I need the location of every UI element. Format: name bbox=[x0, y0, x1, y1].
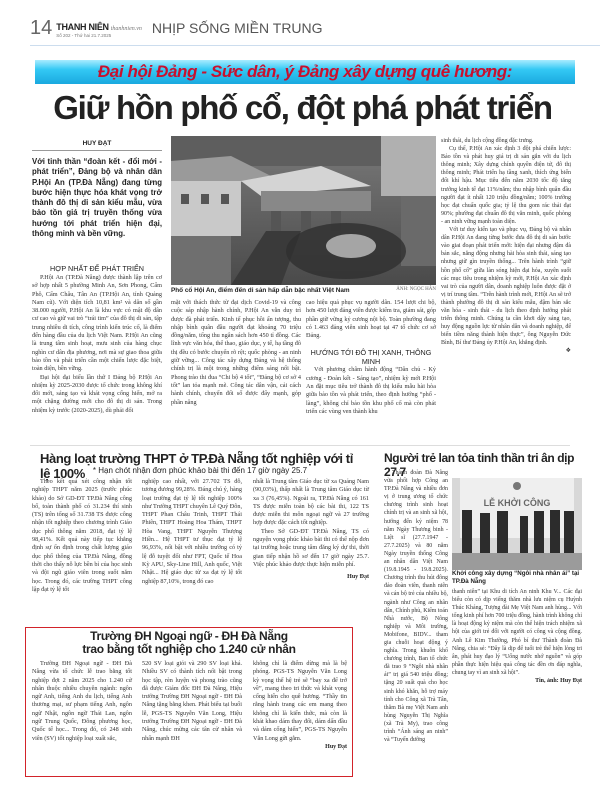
photo-credit: ẢNH: NGỌC HÂN bbox=[396, 287, 436, 292]
paragraph: Đại hội đại biểu lần thứ I Đảng bộ P.Hội An nhiệm kỳ 2025-2030 được tổ chức trong không khí đổi mới, sáng tạo và khát vọng cống hiến, mở ra một chặng đường mới cho đô thị di sản. Trong nhiệm kỳ trước (2020-2025), dù phải đối bbox=[32, 373, 162, 414]
subhead-text: HỢP NHẤT ĐỂ PHÁT TRIỂN bbox=[50, 264, 144, 273]
paragraph: cao hiệu quả phục vụ người dân. 154 lượt chi bộ, hơn 450 lượt đảng viên được kiểm tra, giám sát, góp phần giữ vững kỷ cương nội bộ. Toàn phường đang có 1.463 đảng viên sinh hoạt tại 47 tổ chức cơ sở Đảng. bbox=[306, 299, 436, 340]
article2-headline: Hàng loạt trường THPT ở TP.Đà Nẵng tốt nghiệp với tỉ lệ 100% bbox=[40, 451, 353, 481]
kicker-text: Đại hội Đảng - Sức dân, ý Đảng xây dựng quê hương: bbox=[97, 62, 513, 81]
article2-col-3 bbox=[253, 478, 369, 582]
hoi-an-photo bbox=[171, 136, 436, 285]
photo-banner-text: LỄ KHỞI CÔNG bbox=[483, 498, 551, 508]
paragraph: Cụ thể, P.Hội An xác định 3 đột phá chiến lược: Bảo tồn và phát huy giá trị di sản gắn với du lịch thông minh; Xây dựng chính quyền điện tử, đô thị thông minh; Phát triển hạ tầng xanh, thích ứng biến đổi khí hậu. Mục tiêu đến năm 2030 tốc độ tăng trưởng kinh tế đạt 11%/năm; thu nhập bình quân đầu người đạt ít nhất 120 triệu đồng/năm; 100% trường học đạt chuẩn quốc gia; tỷ lệ thu gom rác thải đạt 90%; phường đạt chuẩn đô thị văn minh, quốc phòng - an ninh vững mạnh toàn diện. bbox=[441, 146, 571, 225]
paragraph: nhất là Trung tâm Giáo dục từ xa Quảng Nam (90,03%), thấp nhất là Trung tâm Giáo dục từ xa 3 (76,45%). Ngoài ra, TP.Đà Nẵng có 161 TS được miễn toàn bộ các bài thi, 122 TS được miễn thi môn ngoại ngữ và 27 trường hợp được đặc cách tốt nghiệp. bbox=[253, 478, 369, 527]
photo-caption-2: Khởi công xây dựng “Ngôi nhà nhân ái” tại TP.Đà Nẵng bbox=[452, 570, 580, 585]
article4-col-2 bbox=[452, 588, 582, 685]
photo-caption-row bbox=[171, 287, 436, 294]
newspaper-logo: THANH NIÊN bbox=[56, 21, 109, 32]
site-url: thanhnien.vn bbox=[110, 25, 142, 32]
paragraph: sinh thái, du lịch cộng đồng đặc trưng. bbox=[441, 138, 534, 144]
main-col-4 bbox=[441, 137, 571, 356]
article4-signature: Tin, ảnh: Huy Đạt bbox=[535, 678, 582, 685]
main-col-2 bbox=[171, 299, 301, 407]
paragraph: Thành đoàn Đà Nẵng vừa phối hợp Công an TP.Đà Nẵng và nhiều đơn vị ở trung ương tổ chức chương trình sinh hoạt chính trị và an sinh xã hội, hướng đến kỷ niệm 78 năm Ngày Thương binh - Liệt sĩ (27.7.1947 - 27.7.2025) và 80 năm Ngày truyền thống Công an nhân dân Việt Nam (19.8.1945 - 19.8.2025). Chương trình thu hút đông đảo đoàn viên, thanh niên và cán bộ trẻ của nhiều bộ, ngành như Công an nhân dân, Chính phủ, Kiểm toán Nhà nước, Bộ Nông nghiệp và Môi trường, Mobifone, BIDV... tham gia chuỗi hoạt động ý nghĩa. Trong khuôn khổ chương trình, Ban tổ chức đã trao 9 “Ngôi nhà nhân ái” trị giá 540 triệu đồng; tặng 20 suất quà cho học sinh khó khăn, hỗ trợ máy tính cho Công xã Trà Tân, thăm Bà mẹ Việt Nam anh hùng Nguyễn Thị Nghĩa (xã Trà My), trao công trình “Ánh sáng an ninh” và “Tuyến đường bbox=[384, 470, 448, 744]
issue-info: Số 202 - Thứ hai 21.7.2025 bbox=[56, 32, 112, 38]
article3-col-3 bbox=[253, 660, 347, 751]
paragraph: 520 SV loại giỏi và 290 SV loại khá. Nhiều SV có thành tích nổi bật trong học tập, rèn luyện và phong trào cũng đã được Giám đốc ĐH Đà Nẵng, Hiệu trưởng Trường ĐH Ngoại ngữ - ĐH Đà Nẵng tặng bằng khen. Phát biểu tại buổi lễ, PGS-TS Nguyễn Văn Long, Hiệu trưởng Trường ĐH Ngoại ngữ - ĐH Đà Nẵng, chúc mừng các tân cử nhân và nhấn mạnh ĐH bbox=[142, 660, 242, 742]
subhead-2: HƯỚNG TỚI ĐÔ THỊ XANH, THÔNG MINH bbox=[310, 348, 432, 367]
logo-block bbox=[56, 18, 142, 39]
main-col-1 bbox=[32, 274, 162, 415]
article2-col-1 bbox=[32, 478, 132, 594]
paragraph: mặt với thách thức từ đại dịch Covid-19 và công cuộc sáp nhập hành chính, P.Hội An vẫn duy trì được đà phát triển. Kinh tế phục hồi ấn tượng, thu nhập bình quân đầu người đạt khoảng 70 triệu đồng/năm, tổng thu ngân sách hơn 450 tỉ đồng. Các lĩnh vực văn hóa, thể thao, giáo dục, y tế, hạ tầng đô thị đều có bước chuyển rõ rệt; quốc phòng - an ninh giữ vững... Công tác xây dựng Đảng và hệ thống chính trị là một trong những điểm sáng nổi bật. Phong trào thi đua “Chi bộ 4 tốt”, “Đảng bộ cơ sở 4 tốt” lan tỏa mạnh mẽ. Công tác dân vận, cải cách hành chính, chuyển đổi số được đẩy mạnh, góp phần nâng bbox=[171, 299, 301, 406]
article2-signature: Huy Đạt bbox=[347, 574, 369, 581]
section-divider bbox=[30, 445, 570, 446]
paragraph: Với phương châm hành động “Dân chủ - Kỷ cương - Đoàn kết - Sáng tạo”, nhiệm kỳ mới P.Hội An đặt mục tiêu trở thành đô thị kiểu mẫu hài hòa giữa bảo tồn và phát triển, theo định hướng “phố - làng”, không chỉ bảo tồn khu phố cổ mà còn phát triển các vùng ven thành khu bbox=[306, 366, 436, 415]
section-title: NHỊP SỐNG MIỀN TRUNG bbox=[151, 20, 323, 36]
end-mark: ❖ bbox=[565, 348, 571, 355]
main-headline: Giữ hồn phố cổ, đột phá phát triển bbox=[53, 89, 552, 126]
headline-line-1: Trường ĐH Ngoại ngữ - ĐH Đà Nẵng bbox=[90, 629, 288, 643]
kicker-banner bbox=[35, 60, 575, 84]
masthead bbox=[30, 18, 323, 38]
paragraph: Theo kết quả xét công nhận tốt nghiệp THPT năm 2025 (trước phúc khảo) do Sở GD-ĐT TP.Đà Nẵng công bố, toàn thành phố có 31.234 thí sinh (TS) trên tổng số 31.738 TS được công nhận tốt nghiệp theo chương trình Giáo dục phổ thông năm 2018, đạt tỷ lệ 98,41%. Kết quả này tiếp tục khẳng định sự ổn định trong chất lượng giáo dục phổ thông của TP.Đà Nẵng, đồng thời cho thấy nỗ lực bền bỉ của học sinh và đội ngũ giáo viên trong suốt năm học. Trong đó, các trường THPT công lập đạt tỷ lệ tốt bbox=[32, 478, 132, 593]
article2-subtitle: * Hạn chót nhận đơn phúc khảo bài thi đến 17 giờ ngày 25.7 bbox=[92, 466, 308, 475]
paragraph: P.Hội An (TP.Đà Nẵng) được thành lập trên cơ sở hợp nhất 5 phường Minh An, Sơn Phong, Cẩm Phô, Cẩm Châu, Tân An (TP.Hội An, tỉnh Quảng Nam cũ). Với diện tích 10,81 km² và dân số gần 38.000 người, P.Hội An là khu vực có mật độ dân cư cao và giữ vai trò “trái tim” của đô thị di sản, tập trung nhiều di tích, công trình kiến trúc cổ, là điểm đến hàng đầu của du lịch Việt Nam. P.Hội An cũng là trung tâm sinh hoạt, mưu sinh của hàng chục nghìn cư dân địa phương, nơi mà sự giao thoa giữa bảo tồn và phát triển cần một chiến lược đặc biệt, toàn diện, bền vững. bbox=[32, 274, 162, 373]
photo-caption: Phố cổ Hội An, điểm đến di sản hấp dẫn bậc nhất Việt Nam bbox=[171, 287, 350, 294]
article2-col-2 bbox=[142, 478, 242, 586]
main-col-3 bbox=[306, 299, 436, 416]
headline-line-2: trao bằng tốt nghiệp cho 1.240 cử nhân bbox=[82, 642, 296, 656]
article4-headline: Người trẻ lan tỏa tinh thần tri ân dịp 27.7 bbox=[384, 451, 575, 479]
photo-groundbreaking bbox=[452, 478, 582, 570]
article3-headline bbox=[28, 630, 350, 656]
article4-col-1 bbox=[384, 469, 448, 744]
sapo: Với tinh thần “đoàn kết - đổi mới - phát triển”, Đảng bộ và nhân dân P.Hội An (TP.Đà Nẵng) đang từng bước hiện thực hóa khát vọng trở thành đô thị di sản kiểu mẫu, vừa bảo tồn giá trị truyền thống vừa hướng tới phát triển hiện đại, thông minh và bền vững. bbox=[32, 157, 162, 239]
paragraph: không chỉ là điểm dừng mà là bệ phóng. PGS-TS Nguyễn Văn Long kỳ vọng thế hệ trẻ sẽ “bay xa để trở về”, mang theo tri thức và khát vọng cống hiến cho quê hương. “Thầy tin rằng hành trang các em mang theo không chỉ là kiến thức, mà còn là khát khao dám thay đổi, dám dấn đầu và dám cống hiến”, PGS-TS Nguyễn Văn Long gửi gắm. bbox=[253, 660, 347, 742]
article3-signature: Huy Đạt bbox=[325, 743, 347, 750]
photo-hoi-an-bridge bbox=[171, 136, 436, 285]
paragraph: thanh niên” tại Khu di tích An ninh Khu V... Các đại biểu còn có dịp viếng thăm nhà lưu niệm cụ Huỳnh Thúc Kháng, Tượng đài Mẹ Việt Nam anh hùng... Với tổng kinh phí hơn 700 triệu đồng, hành trình không chỉ là hoạt động kỷ niệm mà còn thể hiện trách nhiệm xã hội của giới trẻ đối với người có công và cộng đồng. Anh Lê Kim Thường, Phó bí thư Thành đoàn Đà Nẵng, chia sẻ: “Đây là dịp để tuổi trẻ thể hiện lòng tri ân, phát huy đạo lý “Uống nước nhớ nguồn” và góp phần thực hiện hiệu quả công tác đền ơn đáp nghĩa, chung tay vì an sinh xã hội”. bbox=[452, 589, 582, 676]
byline: HUY ĐẠT bbox=[82, 140, 112, 147]
header-rule bbox=[30, 45, 600, 46]
page-number: 14 bbox=[30, 17, 53, 39]
groundbreaking-photo bbox=[452, 478, 582, 570]
paragraph: Theo Sở GD-ĐT TP.Đà Nẵng, TS có nguyện vọng phúc khảo bài thi có thể nộp đơn tại trường hoặc trung tâm đăng ký dự thi, thời gian tiếp nhận hồ sơ đến 17 giờ ngày 25.7. Việc phúc khảo được thực hiện miễn phí. bbox=[253, 527, 369, 568]
paragraph: Với tư duy kiến tạo và phục vụ, Đảng bộ và nhân dân P.Hội An đang từng bước đưa đô thị di sản bước vào giai đoạn phát triển mới: hiện đại nhưng đậm đà bản sắc, năng động nhưng hài hòa sinh thái, sáng tạo nhưng giữ gìn truyền thống... Trên hành trình “giữ hồn phố cổ” giữa làn sóng hiện đại hóa, xuyên suốt các mục tiêu trong nhiệm kỳ mới, P.Hội An xác định vai trò của người dân, doanh nghiệp luôn được đặt ở vị trí trung tâm. “Trên hành trình mới, P.Hội An sẽ trở thành phường đô thị di sản kiểu mẫu, đậm bản sắc văn hóa - sinh thái - du lịch theo định hướng phát triển thông minh. Chúng ta cần khơi dậy sáng tạo, huy động nguồn lực từ nhân dân và doanh nghiệp, để biến tiềm năng thành hiện thực”, ông Nguyễn Đức Bình, Bí thư Đảng ủy P.Hội An, khẳng định. bbox=[441, 227, 571, 347]
article3-col-2 bbox=[142, 660, 242, 743]
byline-divider bbox=[32, 150, 162, 151]
subhead-1 bbox=[32, 264, 162, 273]
paragraph: Trường ĐH Ngoại ngữ - ĐH Đà Nẵng vừa tổ chức lễ trao bằng tốt nghiệp đợt 2 năm 2025 cho 1.240 cử nhân thuộc nhiều chuyên ngành: ngôn ngữ Anh, tiếng Anh du lịch, tiếng Anh thương mại, sư phạm tiếng Anh, ngôn ngữ Nhật, ngôn ngữ Thái Lan, ngôn ngữ Trung Quốc, Đông phương học, Quốc tế học... Trong đó, có 248 sinh viên (SV) tốt nghiệp loại xuất sắc, bbox=[32, 660, 132, 742]
paragraph: nghiệp cao nhất, với 27.702 TS đỗ, tương đương 99,28%. Đáng chú ý, hàng loạt trường đạt tỷ lệ tốt nghiệp 100% như Trường THPT chuyên Lê Quý Đôn, THPT Phan Châu Trinh, THPT Thái Phiên, THPT Hoàng Hoa Thám, THPT Hòa Vang, THPT Nguyễn Thượng Hiền... Hệ THPT tư thục đạt tỷ lệ 96,93%, nổi bật với nhiều trường có tỷ lệ đỗ tuyệt đối như FPT, Quốc tế Hoa Kỳ APU, Sky-Line Hill, Anh quốc, Việt Nhật... Hệ giáo dục từ xa đạt tỷ lệ tốt nghiệp 87,10%, trong đó cao bbox=[142, 478, 242, 585]
article3-col-1 bbox=[32, 660, 132, 743]
